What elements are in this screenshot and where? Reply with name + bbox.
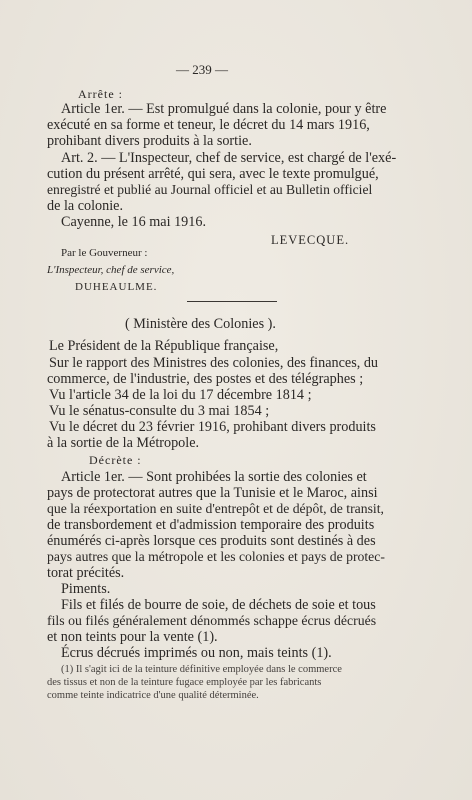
decree-line: Article 1er. — Sont prohibées la sortie des colonies et <box>61 469 367 485</box>
footnote-line: comme teinte indicatrice d'une qualité déterminée. <box>47 690 259 701</box>
decree-line: pays autres que la métropole et les colonies et pays de protec- <box>47 549 385 564</box>
arrete-line: cution du présent arrêté, qui sera, avec le texte promulgué, <box>47 166 379 182</box>
inspecteur-signature: DUHEAULME. <box>75 281 158 293</box>
ministry-heading: ( Ministère des Colonies ). <box>125 316 276 332</box>
president-line: Sur le rapport des Ministres des colonies, des finances, du <box>49 355 379 371</box>
arrete-line: Art. 2. — L'Inspecteur, chef de service, est chargé de l'exé- <box>61 150 397 166</box>
decree-line: torat précités. <box>47 565 125 581</box>
president-line: Vu l'article 34 de la loi du 17 décembre 1814 ; <box>49 387 312 403</box>
president-line: commerce, de l'industrie, des postes et des télégraphes ; <box>47 371 364 387</box>
decree-line: fils ou filés généralement dénommés schappe écrus décrués <box>47 613 377 628</box>
governor-signature: LEVECQUE. <box>271 233 350 247</box>
inspecteur-title: L'Inspecteur, chef de service, <box>47 264 175 276</box>
arrete-heading: Arrête : <box>78 87 123 101</box>
section-divider <box>187 301 277 302</box>
footnote-line: des tissus et non de la teinture fugace employée par les fabricants <box>47 677 322 688</box>
arrete-line: exécuté en sa forme et teneur, le décret du 14 mars 1916, <box>47 117 370 133</box>
footnote-line: (1) Il s'agit ici de la teinture définitive employée dans le commerce <box>61 664 342 675</box>
president-line: à la sortie de la Métropole. <box>47 435 200 451</box>
decree-line: de transbordement et d'admission temporaire des produits <box>47 517 375 533</box>
decrete-heading: Décrète : <box>89 453 142 467</box>
arrete-line: de la colonie. <box>47 198 124 214</box>
president-line: Vu le sénatus-consulte du 3 mai 1854 ; <box>49 403 270 419</box>
decree-line: Piments. <box>61 581 111 597</box>
president-line: Le Président de la République française, <box>49 338 279 354</box>
par-le-gouverneur: Par le Gouverneur : <box>61 247 148 259</box>
president-line: Vu le décret du 23 février 1916, prohibant divers produits <box>49 419 376 435</box>
place-date: Cayenne, le 16 mai 1916. <box>61 214 206 230</box>
decree-line: Écrus décrués imprimés ou non, mais teints (1). <box>61 645 332 661</box>
arrete-line: Article 1er. — Est promulgué dans la colonie, pour y être <box>61 101 387 117</box>
decree-line: et non teints pour la vente (1). <box>47 629 218 645</box>
arrete-line: enregistré et publié au Journal officiel et au Bulletin officiel <box>47 182 373 197</box>
decree-line: pays de protectorat autres que la Tunisie et le Maroc, ainsi <box>47 485 378 501</box>
arrete-line: prohibant divers produits à la sortie. <box>47 133 252 149</box>
decree-line: Fils et filés de bourre de soie, de déchets de soie et tous <box>61 597 376 613</box>
decree-line: que la réexportation en suite d'entrepôt et de dépôt, de transit, <box>47 501 384 516</box>
decree-line: énumérés ci-après lorsque ces produits sont destinés à des <box>47 533 376 549</box>
page-number: — 239 — <box>176 62 228 77</box>
